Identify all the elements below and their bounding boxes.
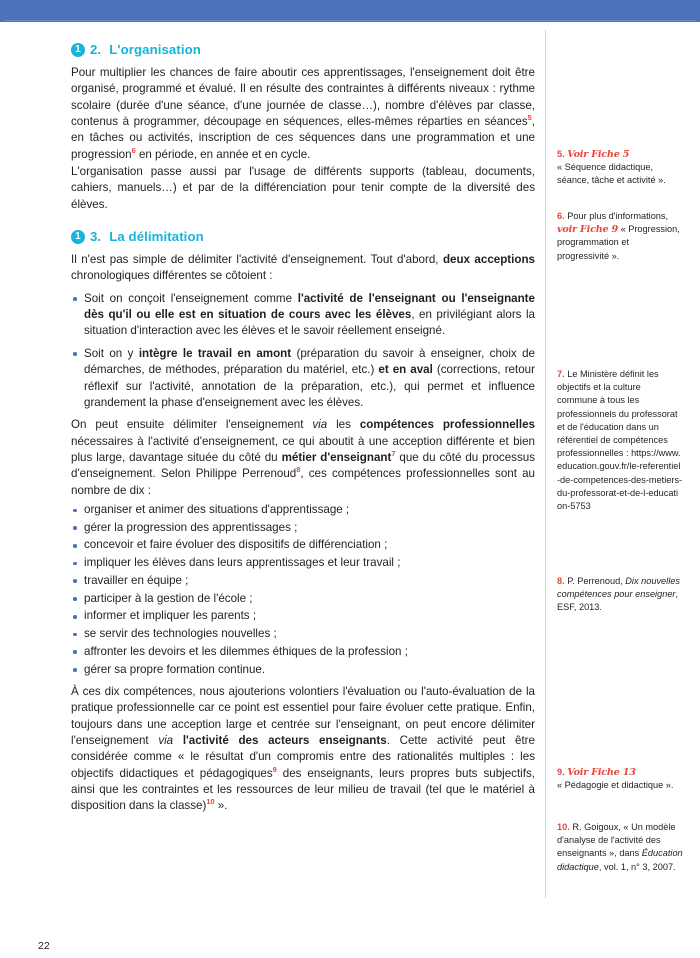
- list-item: informer et impliquer les parents ;: [71, 608, 535, 624]
- section-heading-organisation: [71, 42, 535, 57]
- competences-list: [71, 502, 535, 678]
- emphasis-run: et en aval: [378, 363, 433, 377]
- list-item: organiser et animer des situations d'apprentissage ;: [71, 502, 535, 518]
- list-item: affronter les devoirs et les dilemmes éthiques de la profession ;: [71, 644, 535, 660]
- note-number: 6.: [557, 211, 565, 221]
- text-run: , ces compétences professionnelles sont au nombre de dix :: [71, 467, 535, 497]
- note-number: 9.: [557, 767, 565, 777]
- note-tail: , vol. 1, n° 3, 2007.: [598, 861, 676, 872]
- paragraph-competences-intro: [71, 417, 535, 499]
- emphasis-run: deux acceptions: [442, 253, 535, 267]
- margin-note-10: [557, 821, 683, 874]
- margin-note-6: [557, 210, 683, 263]
- note-number: 7.: [557, 369, 565, 379]
- list-item: gérer la progression des apprentissages ;: [71, 520, 535, 536]
- note-text: Le Ministère définit les objectifs et la culture commune à tous les professionnels du professorat et de l'éducation dans un référentiel de compétences professionnelles :: [557, 369, 678, 459]
- footnote-ref-6: 6: [131, 145, 136, 155]
- section-heading-delimitation: [71, 229, 535, 244]
- section-badge-icon: 1: [71, 43, 85, 57]
- text-run: Il n'est pas simple de délimiter l'activité d'enseignement. Tout d'abord,: [71, 253, 443, 267]
- section-number: 2.: [90, 42, 102, 57]
- list-item: se servir des technologies nouvelles ;: [71, 626, 535, 642]
- page-canvas: [0, 22, 700, 958]
- text-run: Pour multiplier les chances de faire aboutir ces apprentissages, l'enseignement doit être organisé, programmé et évalué. Il en résulte des contraintes à différents niveaux : rythme scolaire (durée d'une séance, d'une journée de classe…), nombre d'élèves par classe, contenus à programmer, découpage en séquences, elles-mêmes réparties en séances: [71, 66, 535, 129]
- text-run: Soit on conçoit l'enseignement comme: [84, 291, 298, 305]
- text-run: en période, en année et en cycle.: [135, 147, 311, 161]
- note-tail: , ESF, 2013.: [557, 589, 679, 613]
- footnote-ref-8: 8: [296, 465, 301, 475]
- emphasis-run: intègre le travail en amont: [138, 346, 292, 360]
- note-lead: R. Goigoux, « Un modèle d'analyse de l'activité des enseignants », dans: [557, 822, 676, 859]
- text-run: À ces dix compétences, nous ajouterions volontiers l'évaluation ou l'auto-évaluation de la pratique professionnelle car ce point est essentiel pour faire évoluer cette pratique. Enfin, toujours dans une acception large et centrée sur l'enseignant, on peut encore délimiter l'enseignement: [71, 684, 535, 747]
- note-title-italic: Éducation didactique: [557, 848, 683, 872]
- note-lead: P. Perrenoud,: [567, 576, 626, 586]
- note-cross-reference: Voir Fiche 5: [567, 149, 630, 160]
- page-top-band-inner: [4, 2, 696, 21]
- text-run: Soit on y: [84, 346, 139, 360]
- text-run: nécessaires à l'activité d'enseignement, ce qui aboutit à une acception différente et bien plus large, davantage située du côté du: [71, 434, 535, 464]
- text-run: [173, 734, 183, 747]
- note-number: 8.: [557, 576, 565, 586]
- margin-note-8: [557, 575, 683, 615]
- italic-run: via: [312, 418, 328, 432]
- text-run: (corrections, retour réflexif sur l'activité, annotation de la préparation, etc.), qui permet et influence grandement la phase d'enseignement avec les élèves.: [84, 363, 535, 409]
- margin-note-7: [557, 368, 683, 513]
- footnote-ref-10: 10: [206, 797, 215, 807]
- text-run: des enseignants, leurs propres buts subjectifs, ainsi que les contraintes et les ressources de leur milieu de travail (tel que le matériel à disposition dans la classe): [71, 766, 536, 813]
- paragraph-conclusion: [71, 684, 535, 815]
- margin-note-5: [557, 148, 683, 188]
- note-cross-reference: Voir Fiche 13: [567, 767, 636, 778]
- text-run: que du côté du processus d'enseignement. Selon Philippe Perrenoud: [71, 450, 535, 481]
- footnote-ref-9: 9: [272, 764, 277, 774]
- text-run: , en tâches ou activités, inscription de ces séquences dans une programmation et une progression: [71, 115, 535, 161]
- text-run: . Cette activité peut être considérée comme « le résultat d'un compromis entre des rationalités multiples : les objectifs didactiques et pédagogiques: [71, 733, 535, 780]
- note-url[interactable]: https://www.education.gouv.fr/le-referentiel-de-competences-des-metiers-du-professorat-et-de-l-education-5753: [557, 448, 683, 512]
- acception-bullet-1: [71, 291, 535, 340]
- note-cross-reference: voir Fiche 9: [557, 224, 619, 236]
- section-title: L'organisation: [109, 42, 201, 57]
- list-item: impliquer les élèves dans leurs apprentissages et leur travail ;: [71, 555, 535, 571]
- main-text-column: [71, 42, 535, 815]
- paragraph-organisation-1: [71, 65, 535, 163]
- page-number: 22: [38, 940, 50, 952]
- acception-bullet-2: [71, 346, 535, 411]
- text-run: ».: [214, 799, 228, 813]
- note-lead: Pour plus d'informations,: [567, 211, 669, 221]
- text-run: les: [327, 418, 360, 432]
- list-item: travailler en équipe ;: [71, 573, 535, 589]
- footnote-ref-5: 5: [527, 113, 532, 123]
- list-item: participer à la gestion de l'école ;: [71, 591, 535, 607]
- note-text: « Séquence didactique, séance, tâche et activité ».: [557, 162, 666, 186]
- text-run: chronologiques différentes se côtoient :: [71, 269, 273, 283]
- section-badge-icon: 1: [71, 230, 85, 244]
- emphasis-run: l'activité des acteurs enseignants: [182, 733, 387, 747]
- list-item: gérer sa propre formation continue.: [71, 662, 535, 678]
- section-title: La délimitation: [109, 229, 204, 245]
- text-run: , en privilégiant alors la situation d'interaction avec les élèves et le savoir réellement enseigné.: [84, 308, 535, 338]
- column-divider-rule: [545, 30, 546, 898]
- emphasis-run: l'activité de l'enseignant ou l'enseignante dès qu'il ou elle est en situation de cours avec les élèves: [84, 291, 535, 322]
- section-number: 3.: [90, 229, 102, 245]
- italic-run: via: [158, 733, 174, 747]
- margin-note-9: [557, 766, 683, 792]
- note-text: « Pédagogie et didactique ».: [557, 780, 674, 791]
- paragraph-organisation-2: L'organisation passe aussi par l'usage de différents supports (tableau, documents, cahiers, manuels…) et par de la différenciation pour tenir compte de la diversité des élèves.: [71, 165, 535, 211]
- emphasis-run: métier d'enseignant: [281, 450, 392, 464]
- emphasis-run: compétences professionnelles: [359, 418, 535, 432]
- footnote-ref-7: 7: [391, 449, 396, 459]
- paragraph-delimitation-intro: [71, 252, 535, 285]
- text-run: On peut ensuite délimiter l'enseignement: [71, 418, 313, 432]
- text-run: (préparation du savoir à enseigner, choix de démarches, de méthodes, préparation du matériel, etc.): [84, 346, 536, 377]
- note-text: « Progression, programmation et progressivité ».: [557, 224, 680, 261]
- note-title-italic: Dix nouvelles compétences pour enseigner: [557, 576, 680, 600]
- page-top-band: [0, 0, 700, 22]
- list-item: concevoir et faire évoluer des dispositifs de différenciation ;: [71, 537, 535, 553]
- note-number: 10.: [557, 822, 570, 832]
- note-number: 5.: [557, 149, 565, 159]
